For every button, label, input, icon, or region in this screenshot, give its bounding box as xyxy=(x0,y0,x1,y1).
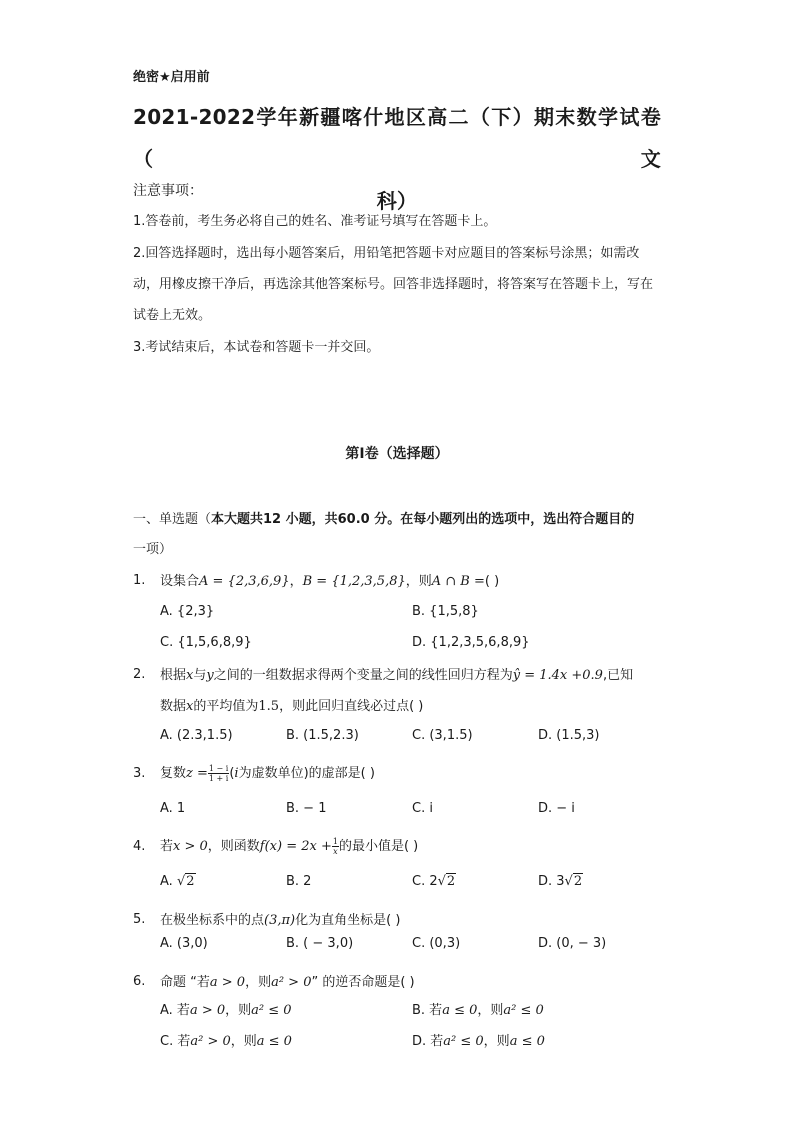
q2-option-c: C. (3,1.5) xyxy=(412,728,473,743)
fraction-denominator: 1 + i xyxy=(208,774,229,783)
section-suffix: 一项） xyxy=(133,542,173,557)
radicand: 2 xyxy=(186,874,195,889)
q2-text-g: ，则此回归直线必过点( ) xyxy=(279,699,424,714)
radicand: 2 xyxy=(446,874,456,889)
q2-text-a: 根据 xyxy=(160,668,187,683)
q3-option-a: A. 1 xyxy=(160,801,186,816)
q4-option-d xyxy=(538,874,583,889)
q6-option-d xyxy=(412,1030,545,1049)
q1-intersection: A ∩ B = xyxy=(431,574,485,589)
q2-text-e: 数据 xyxy=(160,699,187,714)
q1-set-a: A = {2,3,6,9} xyxy=(199,574,290,589)
q5-option-b: B. ( − 3,0) xyxy=(286,936,354,951)
q1-option-d: D. {1,2,3,5,6,8,9} xyxy=(412,635,530,650)
q2-option-b: B. (1.5,2.3) xyxy=(286,728,359,743)
section-prefix: 一、单选题（ xyxy=(133,512,212,527)
q1-paren: ( ) xyxy=(484,574,500,589)
option-label: D. 若 xyxy=(412,1034,444,1049)
q2-text-c: 之间的一组数据求得两个变量之间的线性回归方程为 xyxy=(213,668,513,683)
q6-option-b xyxy=(412,999,544,1018)
q3-text-a: 复数 xyxy=(160,766,187,781)
section-bold-text: 本大题共12 小题，共60.0 分。在每小题列出的选项中，选出符合题目的 xyxy=(211,512,635,527)
option-mid: ，则 xyxy=(230,1034,257,1049)
question-number: 2. xyxy=(133,667,146,682)
exam-title-line2: 科） xyxy=(376,189,418,213)
question-text xyxy=(160,566,667,597)
option-mid: ，则 xyxy=(483,1034,510,1049)
fraction-numerator: 1 xyxy=(332,837,338,846)
question-text xyxy=(160,831,667,862)
q4-text-a: 若 xyxy=(160,839,174,854)
q4-function: f(x) = 2x + xyxy=(259,839,332,854)
exam-title-line1: 2021-2022学年新疆喀什地区高二（下）期末数学试卷（文 xyxy=(133,105,661,171)
q4-option-b: B. 2 xyxy=(286,874,312,889)
q2-option-a: A. (2.3,1.5) xyxy=(160,728,233,743)
question-number: 6. xyxy=(133,974,146,989)
q1-text-a: 设集合 xyxy=(160,574,200,589)
q3-z: z = xyxy=(186,766,208,781)
q2-text-d: ,已知 xyxy=(602,668,634,683)
option-label: C. 若 xyxy=(160,1034,191,1049)
option-conclusion: a² ≤ 0 xyxy=(503,1003,544,1018)
q2-var-y: y xyxy=(206,668,214,683)
q5-option-c: C. (0,3) xyxy=(412,936,461,951)
q2-text-f: 的平均值为 xyxy=(193,699,259,714)
notice-item-2: 2.回答选择题时，选出每小题答案后，用铅笔把答题卡对应题目的答案标号涂黑；如需改动，用橡皮擦干净后，再选涂其他答案标号。回答非选择题时，将答案写在答题卡上，写在试卷上无效。 xyxy=(133,246,654,323)
q1-option-b: B. {1,5,8} xyxy=(412,604,479,619)
option-premise: a² > 0 xyxy=(190,1034,231,1049)
notice-item-3: 3.考试结束后，本试卷和答题卡一并交回。 xyxy=(133,340,380,355)
q3-text-c: 为虚数单位)的虚部是( ) xyxy=(238,766,375,781)
option-conclusion: a ≤ 0 xyxy=(509,1034,545,1049)
q1-set-b: B = {1,2,3,5,8} xyxy=(302,574,406,589)
question-text xyxy=(160,758,667,789)
option-label: B. 若 xyxy=(412,1003,443,1018)
q2-regression-eq: ŷ = 1.4x +0.9 xyxy=(512,668,603,683)
q4-text-c: 的最小值是( ) xyxy=(338,839,419,854)
q2-var-x2: x xyxy=(186,699,194,714)
q2-option-d: D. (1.5,3) xyxy=(538,728,600,743)
q5-text-b: 化为直角坐标是( ) xyxy=(295,913,401,928)
confidential-label: 绝密★启用前 xyxy=(133,70,210,85)
q6-option-a xyxy=(160,999,292,1018)
q6-text-b: ，则 xyxy=(245,975,272,990)
q4-fraction xyxy=(332,837,339,856)
q3-option-b: B. − 1 xyxy=(286,801,327,816)
question-number: 5. xyxy=(133,912,146,927)
q6-option-c xyxy=(160,1030,292,1049)
q5-text-a: 在极坐标系中的点 xyxy=(160,913,265,928)
q3-option-d: D. − i xyxy=(538,801,575,816)
sqrt-symbol: √2 xyxy=(176,874,195,889)
q6-text-c: ” 的逆否命题是( ) xyxy=(311,975,415,990)
q1-option-a: A. {2,3} xyxy=(160,604,215,619)
q3-option-c: C. i xyxy=(412,801,433,816)
q5-option-d: D. (0, − 3) xyxy=(538,936,607,951)
q5-option-a: A. (3,0) xyxy=(160,936,208,951)
option-label: A. 若 xyxy=(160,1003,190,1018)
question-text xyxy=(160,967,667,998)
question-number: 3. xyxy=(133,766,146,781)
q4-condition: x > 0 xyxy=(173,839,208,854)
question-number: 1. xyxy=(133,573,146,588)
notice-item-1: 1.答卷前，考生务必将自己的姓名、准考证号填写在答题卡上。 xyxy=(133,214,497,229)
q4-option-a xyxy=(160,874,196,889)
q3-fraction xyxy=(208,764,229,783)
option-premise: a ≤ 0 xyxy=(442,1003,478,1018)
q6-conclusion: a² > 0 xyxy=(271,975,312,990)
q3-text-b: ( xyxy=(229,766,235,781)
q4-option-c xyxy=(412,874,456,889)
q4-text-b: ，则函数 xyxy=(207,839,260,854)
q2-var-x: x xyxy=(186,668,194,683)
q6-premise: a > 0 xyxy=(209,975,246,990)
exam-title xyxy=(133,96,661,222)
q1-option-c: C. {1,5,6,8,9} xyxy=(160,635,252,650)
sqrt-symbol: √2 xyxy=(437,874,456,889)
option-mid: ，则 xyxy=(477,1003,504,1018)
option-label: D. 3 xyxy=(538,874,565,889)
notice-heading: 注意事项： xyxy=(133,183,203,199)
option-conclusion: a² ≤ 0 xyxy=(251,1003,292,1018)
q5-point: (3,π) xyxy=(264,913,296,928)
fraction-numerator: 1 − i xyxy=(208,764,229,773)
option-mid: ，则 xyxy=(225,1003,252,1018)
q6-text-a: 命题 “若 xyxy=(160,975,210,990)
question-text xyxy=(160,660,667,722)
section-heading xyxy=(133,505,663,565)
q2-text-b: 与 xyxy=(193,668,207,683)
fraction-denominator: x xyxy=(333,847,338,856)
sqrt-symbol: √2 xyxy=(564,874,583,889)
q1-text-b: ， xyxy=(289,574,303,589)
question-number: 4. xyxy=(133,839,146,854)
radicand: 2 xyxy=(573,874,583,889)
option-label: A. xyxy=(160,874,173,889)
part-title: 第I卷（选择题） xyxy=(345,446,449,462)
question-text xyxy=(160,905,667,936)
option-conclusion: a ≤ 0 xyxy=(256,1034,292,1049)
q2-mean-value: 1.5 xyxy=(258,699,280,714)
q1-text-c: ，则 xyxy=(405,574,432,589)
q3-i: i xyxy=(234,766,239,781)
option-premise: a² ≤ 0 xyxy=(443,1034,484,1049)
option-label: C. 2 xyxy=(412,874,438,889)
option-premise: a > 0 xyxy=(189,1003,226,1018)
